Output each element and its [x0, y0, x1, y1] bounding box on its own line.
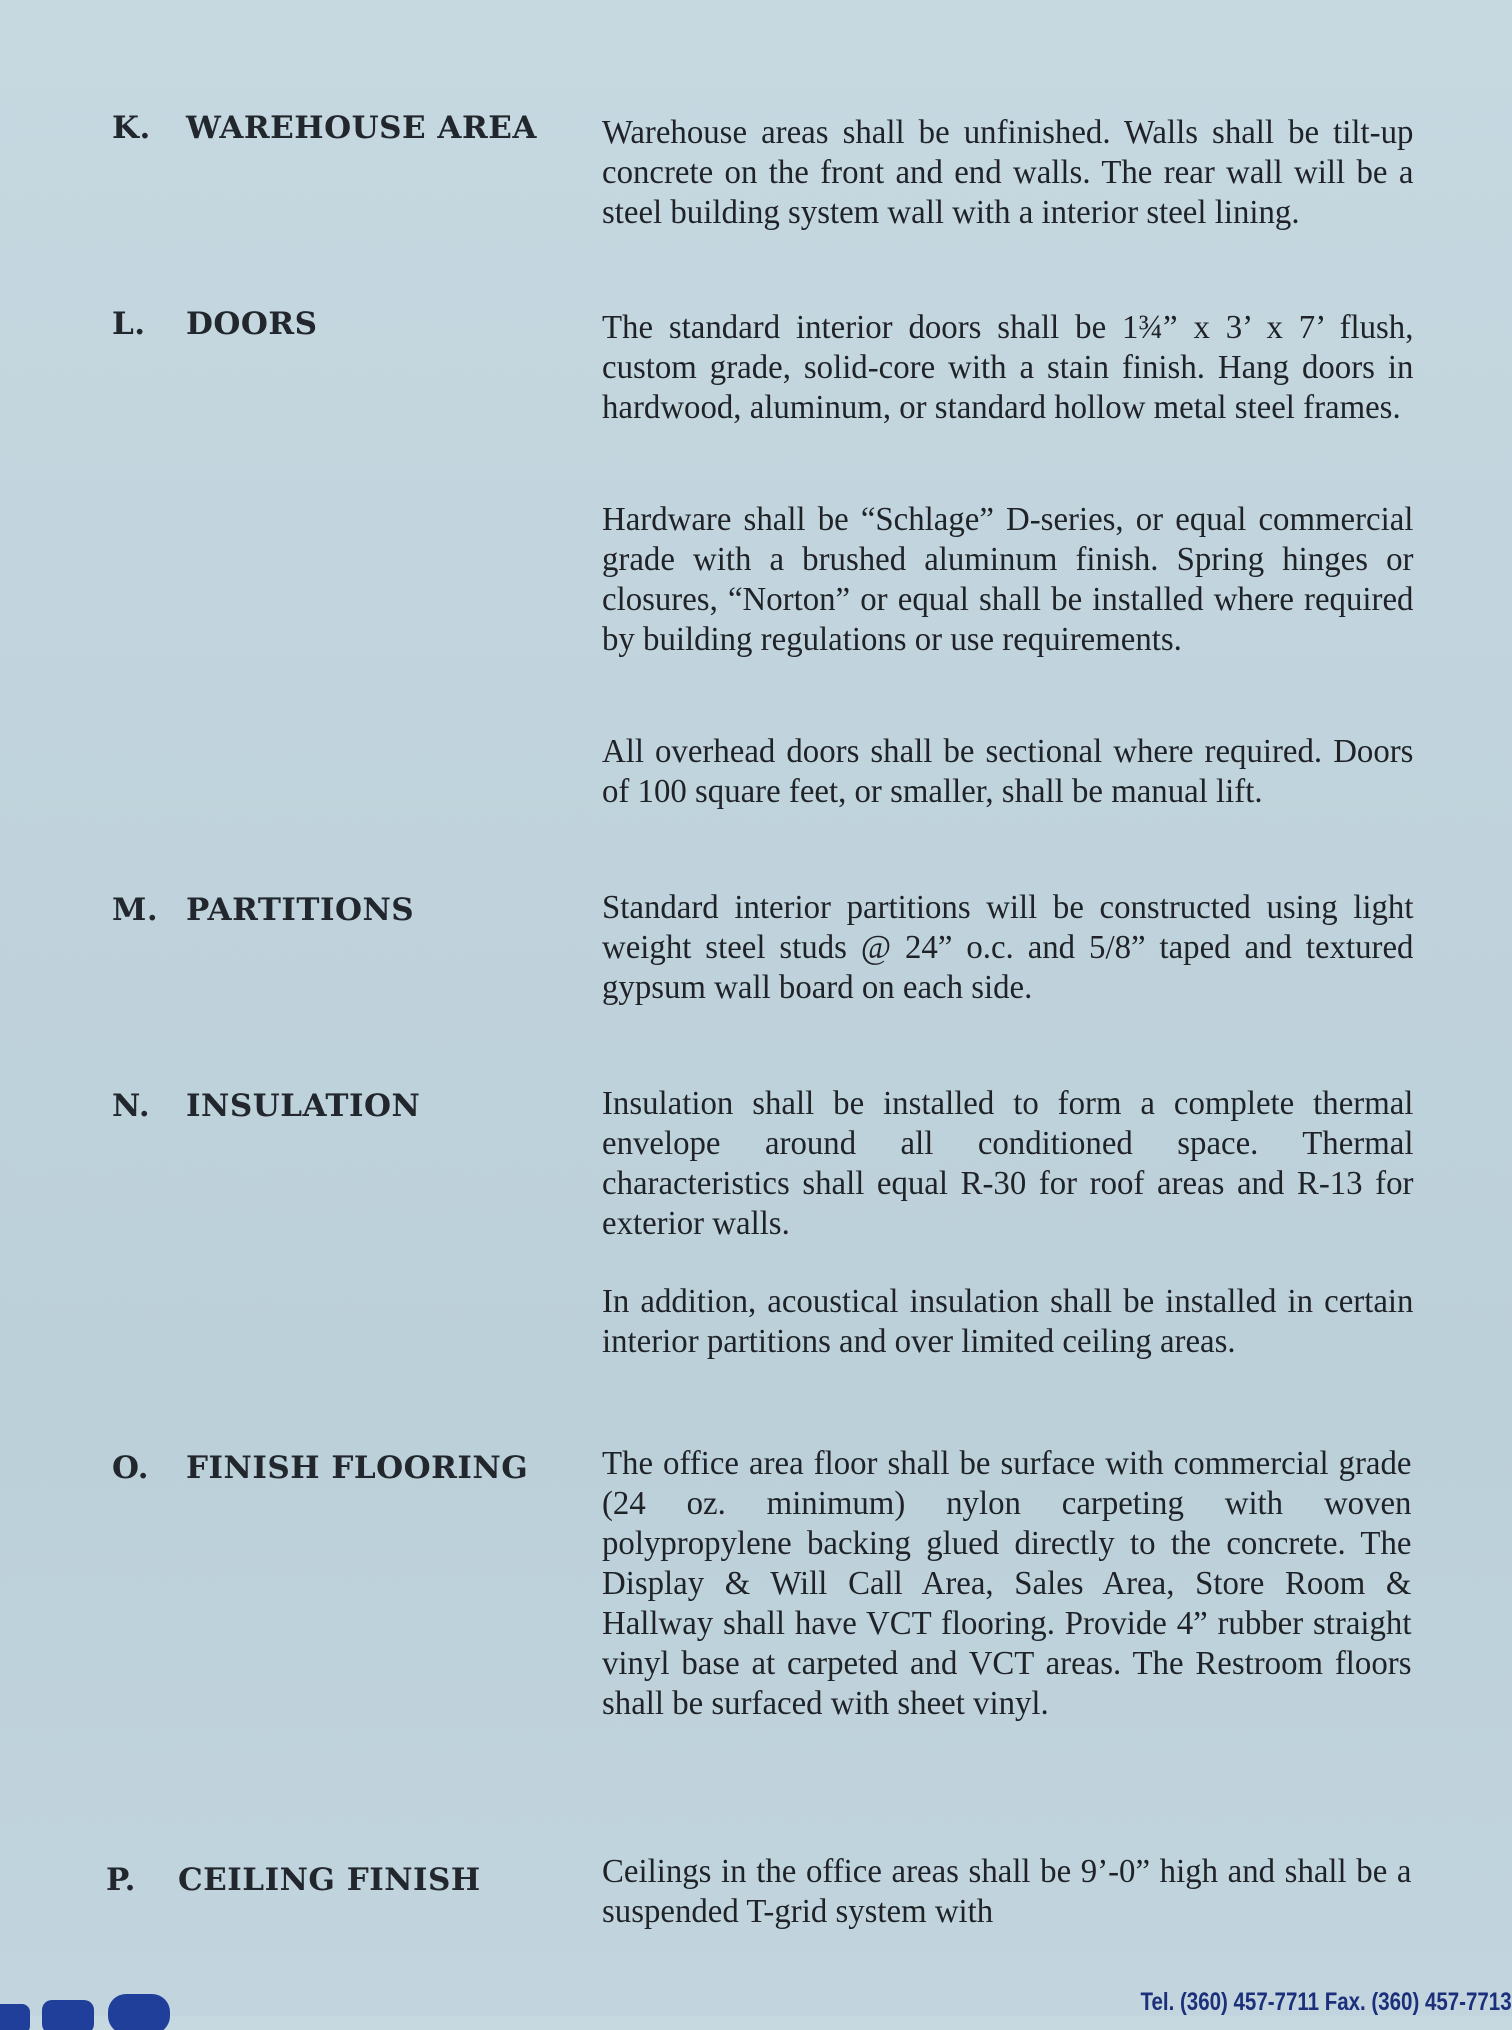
section-heading-insulation: [112, 1088, 420, 1124]
company-logo-icon: [0, 1990, 180, 2030]
insulation-paragraph-1: Insulation shall be installed to form a complete thermal envelope around all conditioned space. Thermal characteristics shall equal R-30 for roof areas and R-13 for exterior walls.: [602, 1085, 1414, 1242]
section-letter: L.: [112, 306, 146, 342]
section-heading-warehouse-area: [112, 110, 537, 146]
section-letter: M.: [112, 892, 159, 928]
section-letter: K.: [112, 110, 151, 146]
insulation-paragraph-2: In addition, acoustical insulation shall be installed in certain interior partitions and over limited ceiling areas.: [602, 1283, 1414, 1360]
section-title: PARTITIONS: [186, 892, 415, 928]
footer-contact-info: Tel. (360) 457-7711 Fax. (360) 457-7713: [1140, 1988, 1512, 2016]
section-letter: O.: [112, 1450, 149, 1486]
ceiling-finish-paragraph-1: Ceilings in the office areas shall be 9’-0” high and shall be a suspended T-grid system with: [602, 1853, 1412, 1930]
section-title: WAREHOUSE AREA: [186, 110, 537, 146]
section-letter: N.: [112, 1088, 151, 1124]
section-title: CEILING FINISH: [178, 1862, 481, 1898]
section-title: FINISH FLOORING: [186, 1450, 529, 1486]
section-heading-ceiling-finish: [106, 1862, 481, 1898]
section-heading-partitions: [112, 892, 414, 928]
section-title: INSULATION: [186, 1088, 421, 1124]
doors-paragraph-1: The standard interior doors shall be 1¾” x 3’ x 7’ flush, custom grade, solid-core with a stain finish. Hang doors in hardwood, aluminum, or standard hollow metal steel frames.: [602, 309, 1414, 426]
section-letter: P.: [106, 1862, 136, 1898]
doors-paragraph-3: All overhead doors shall be sectional where required. Doors of 100 square feet, or smaller, shall be manual lift.: [602, 733, 1414, 810]
section-heading-finish-flooring: [112, 1450, 528, 1486]
warehouse-area-paragraph-1: Warehouse areas shall be unfinished. Walls shall be tilt-up concrete on the front and end walls. The rear wall will be a steel building system wall with a interior steel lining.: [602, 114, 1414, 231]
doors-paragraph-2: Hardware shall be “Schlage” D-series, or equal commercial grade with a brushed aluminum finish. Spring hinges or closures, “Norton” or equal shall be installed where required by building regulations or use requirements.: [602, 501, 1414, 658]
section-heading-doors: [112, 306, 318, 342]
finish-flooring-paragraph-1: The office area floor shall be surface with commercial grade (24 oz. minimum) nylon carpeting with woven polypropylene backing glued directly to the concrete. The Display & Will Call Area, Sales Area, Store Room & Hallway shall have VCT flooring. Provide 4” rubber straight vinyl base at carpeted and VCT areas. The Restroom floors shall be surfaced with sheet vinyl.: [602, 1445, 1412, 1722]
partitions-paragraph-1: Standard interior partitions will be constructed using light weight steel studs @ 24” o.c. and 5/8” taped and textured gypsum wall board on each side.: [602, 889, 1414, 1006]
section-title: DOORS: [186, 306, 318, 342]
